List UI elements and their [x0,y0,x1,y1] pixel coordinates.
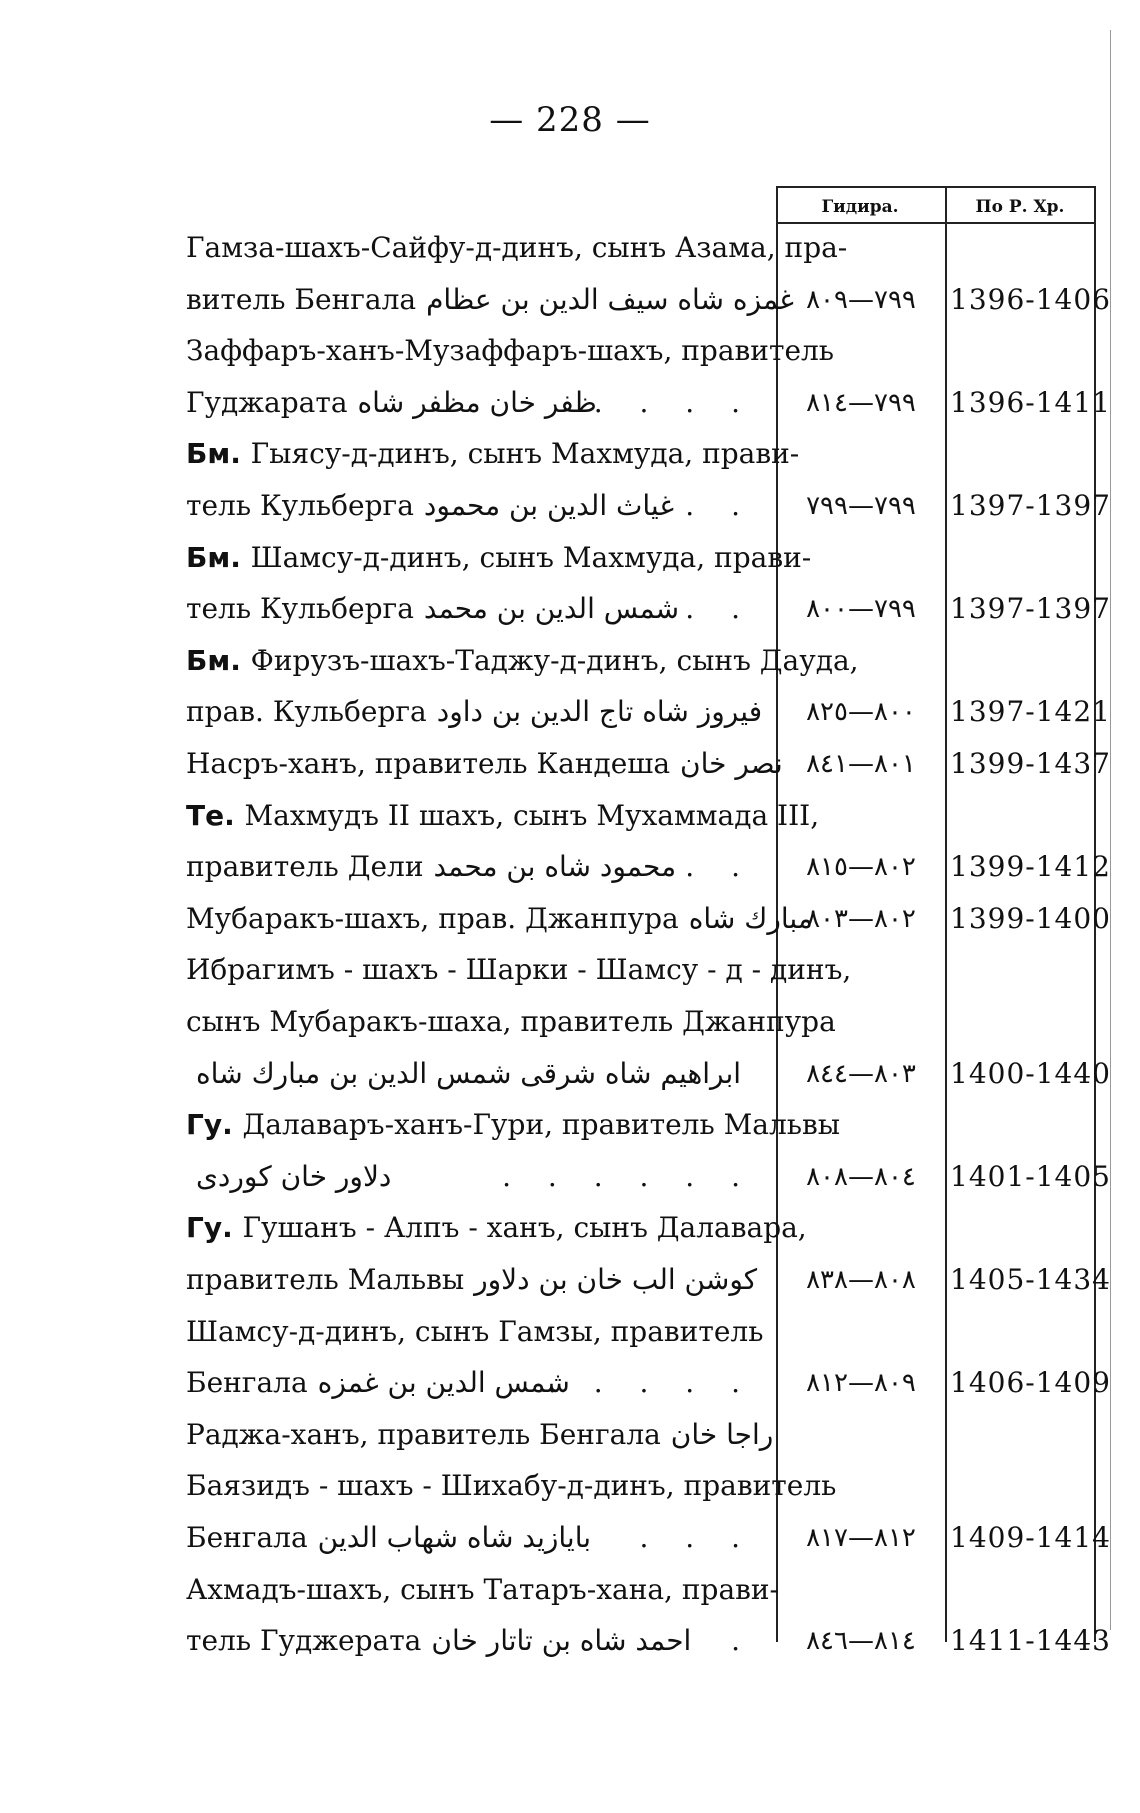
entry-text [186,686,766,738]
hijra-years: ٨١٢—٨١٧ [806,1523,916,1553]
entry-text [186,790,820,842]
dynasty-abbreviation: Бм. [186,540,251,574]
ad-years: 1397-1397 [950,592,1111,626]
entry-text [186,274,794,326]
ad-years: 1401-1405 [950,1159,1111,1193]
arabic-name: غياث الدين بن محمود [423,489,674,522]
ruler-description: тель Гуджерата [186,1624,422,1658]
ruler-description: прав. Кульберга [186,695,427,729]
entry-line [0,1409,1140,1461]
dynasty-abbreviation: Гу. [186,1108,243,1142]
table-top-rule [776,186,1096,188]
hijra-years: ٨١٤—٨٤٦ [806,1626,916,1657]
entry-line [0,377,1140,429]
entry-line [0,841,1140,893]
entry-line [0,1151,1140,1203]
entry-text [186,738,783,790]
arabic-name: شمس الدين بن محمد [423,592,680,626]
hijra-years: ٨٠٠—٨٢٥ [806,697,916,728]
entry-text [186,1357,766,1409]
hijra-years: ٧٩٩—٨١٤ [806,387,916,418]
arabic-name: شمس الدين بن غمزه [317,1366,570,1400]
arabic-name: دلاور خان كوردى [196,1159,392,1193]
ruler-description: Далаваръ-ханъ-Гури, правитель Мальвы [242,1108,841,1142]
ad-years: 1397-1421 [950,695,1111,729]
entry-text [186,1254,766,1306]
entry-text [186,1048,766,1100]
leader-dots: . . [685,489,754,522]
dynasty-abbreviation: Бм. [186,437,251,471]
ruler-description: правитель Мальвы [186,1263,465,1296]
ruler-description: Шамсу-д-динъ, сынъ Махмуда, прави- [250,540,812,574]
ruler-description: сынъ Мубаракъ-шаха, правитель Джанпура [186,1005,836,1038]
entry-line [0,1254,1140,1306]
entry-text [186,996,836,1048]
hijra-years: ٧٩٩—٨٠٩ [806,284,916,315]
ad-years: 1396-1406 [950,282,1111,316]
entry-text [186,635,859,687]
entry-line [0,790,1140,842]
hijra-years: ٧٩٩—٧٩٩ [806,491,916,521]
ad-years: 1399-1400 [950,901,1111,935]
ruler-description: тель Кульберга [186,489,414,522]
leader-dots: . [731,1624,754,1658]
entry-text [186,1409,774,1461]
arabic-name: احمد شاه بن تاتار خان [431,1624,692,1658]
ruler-description: Раджа-ханъ, правитель Бенгала [186,1417,661,1451]
ad-years: 1396-1411 [950,385,1111,419]
entry-line [0,274,1140,326]
leader-dots: . . . . [593,385,754,419]
ruler-description: Бенгала [186,1366,308,1400]
entry-text [186,1564,780,1616]
ruler-description: Гуджарата [186,385,348,419]
arabic-name: كوشن الب خان بن دلاور [474,1263,758,1296]
ruler-description: правитель Дели [186,850,424,884]
entry-line [0,428,1140,480]
entry-text [186,841,766,893]
entry-text [186,428,800,480]
ad-years: 1399-1412 [950,850,1111,884]
dynasty-abbreviation: Те. [186,798,245,832]
entry-line [0,944,1140,996]
entry-text [186,1460,837,1512]
entry-text [186,532,812,584]
entry-text [186,583,766,635]
entry-text [186,377,766,429]
entry-line [0,532,1140,584]
entry-line [0,686,1140,738]
ad-years: 1397-1397 [950,489,1111,522]
entry-line [0,635,1140,687]
entry-line [0,1564,1140,1616]
ruler-description: Ахмадъ-шахъ, сынъ Татаръ-хана, прави- [186,1572,780,1606]
leader-dots: . . . . . . [502,1159,754,1193]
ruler-description: Фирузъ-шахъ-Таджу-д-динъ, сынъ Дауда, [250,643,859,677]
hijra-years: ٨٠٩—٨١٢ [806,1368,916,1399]
hijra-years: ٨٠١—٨٤١ [806,749,916,779]
hijra-years: ٧٩٩—٨٠٠ [806,594,916,625]
ruler-description: Гушанъ - Алпъ - ханъ, сынъ Далавара, [242,1211,807,1245]
entry-text [186,1512,766,1564]
ruler-description: Гамза-шахъ-Сайфу-д-динъ, сынъ Азама, пра- [186,231,848,264]
hijra-years: ٨٠٢—٨١٥ [806,852,916,883]
arabic-name: محمود شاه بن محمد [433,850,677,884]
ad-years: 1405-1434 [950,1263,1111,1296]
ad-years: 1409-1414 [950,1521,1111,1554]
hijra-years: ٨٠٢—٨٠٣ [806,903,916,934]
ad-column-header: По Р. Хр. [975,197,1065,217]
leader-dots: . . . [639,1521,754,1554]
entry-line [0,1512,1140,1564]
leader-dots: . . [685,592,754,626]
ruler-description: Гыясу-д-динъ, сынъ Махмуда, прави- [250,437,800,471]
ad-years: 1399-1437 [950,747,1111,780]
entry-text [186,222,848,274]
hijra-years: ٨٠٤—٨٠٨ [806,1161,916,1192]
hijra-years: ٨٠٨—٨٣٨ [806,1265,916,1295]
entry-line [0,325,1140,377]
entry-text [186,1151,766,1203]
entry-text [186,893,813,945]
ad-years: 1406-1409 [950,1366,1111,1400]
entry-line [0,1357,1140,1409]
entry-text [186,944,852,996]
arabic-name: فيروز شاه تاج الدين بن داود [436,695,763,729]
entry-line [0,1048,1140,1100]
arabic-name: ظفر خان مظفر شاه [357,385,597,419]
entry-text [186,480,766,532]
entry-line [0,222,1140,274]
arabic-name: نصر خان [680,747,783,780]
ruler-description: Заффаръ-ханъ-Музаффаръ-шахъ, правитель [186,334,835,368]
entry-line [0,996,1140,1048]
dynasty-abbreviation: Бм. [186,643,251,677]
hijra-column-header: Гидира. [821,197,899,217]
dynasty-abbreviation: Гу. [186,1211,243,1245]
entry-line [0,738,1140,790]
arabic-name: ابراهيم شاه شرقى شمس الدين بن مبارك شاه [196,1056,742,1090]
ruler-description: Ибрагимъ - шахъ - Шарки - Шамсу - д - динъ, [186,953,852,987]
entry-text [186,1306,766,1358]
ruler-description: Бенгала [186,1521,308,1554]
ruler-description: Мубаракъ-шахъ, прав. Джанпура [186,901,679,935]
arabic-name: راجا خان [670,1417,774,1451]
leader-dots: . . . . . [547,1366,754,1400]
hijra-years: ٨٠٣—٨٤٤ [806,1058,916,1089]
arabic-name: بايازيد شاه شهاب الدين [317,1521,592,1554]
entry-text [186,325,835,377]
arabic-name: غمزه شاه سيف الدين بن عظام [426,282,794,316]
ruler-description: тель Кульберга [186,592,414,626]
entry-line [0,583,1140,635]
ruler-description: Шамсу-д-динъ, сынъ Гамзы, правитель [186,1314,764,1348]
entry-line [0,1460,1140,1512]
entry-line [0,893,1140,945]
entry-text [186,1202,807,1254]
ruler-description: Баязидъ - шахъ - Шихабу-д-динъ, правитель [186,1469,837,1503]
leader-dots: . . [685,850,754,884]
entry-line [0,480,1140,532]
ad-years: 1411-1443 [950,1624,1111,1658]
page-number: — 228 — [489,100,651,140]
ruler-description: витель Бенгала [186,282,417,316]
entry-text [186,1099,841,1151]
entry-line [0,1615,1140,1667]
entry-line [0,1202,1140,1254]
ruler-description: Насръ-ханъ, правитель Кандеша [186,747,671,780]
ruler-description: Махмудъ II шахъ, сынъ Мухаммада III, [244,798,820,832]
arabic-name: مبارك شاه [688,901,813,935]
ad-years: 1400-1440 [950,1056,1111,1090]
entry-text [186,1615,766,1667]
entry-line [0,1099,1140,1151]
entry-line [0,1306,1140,1358]
